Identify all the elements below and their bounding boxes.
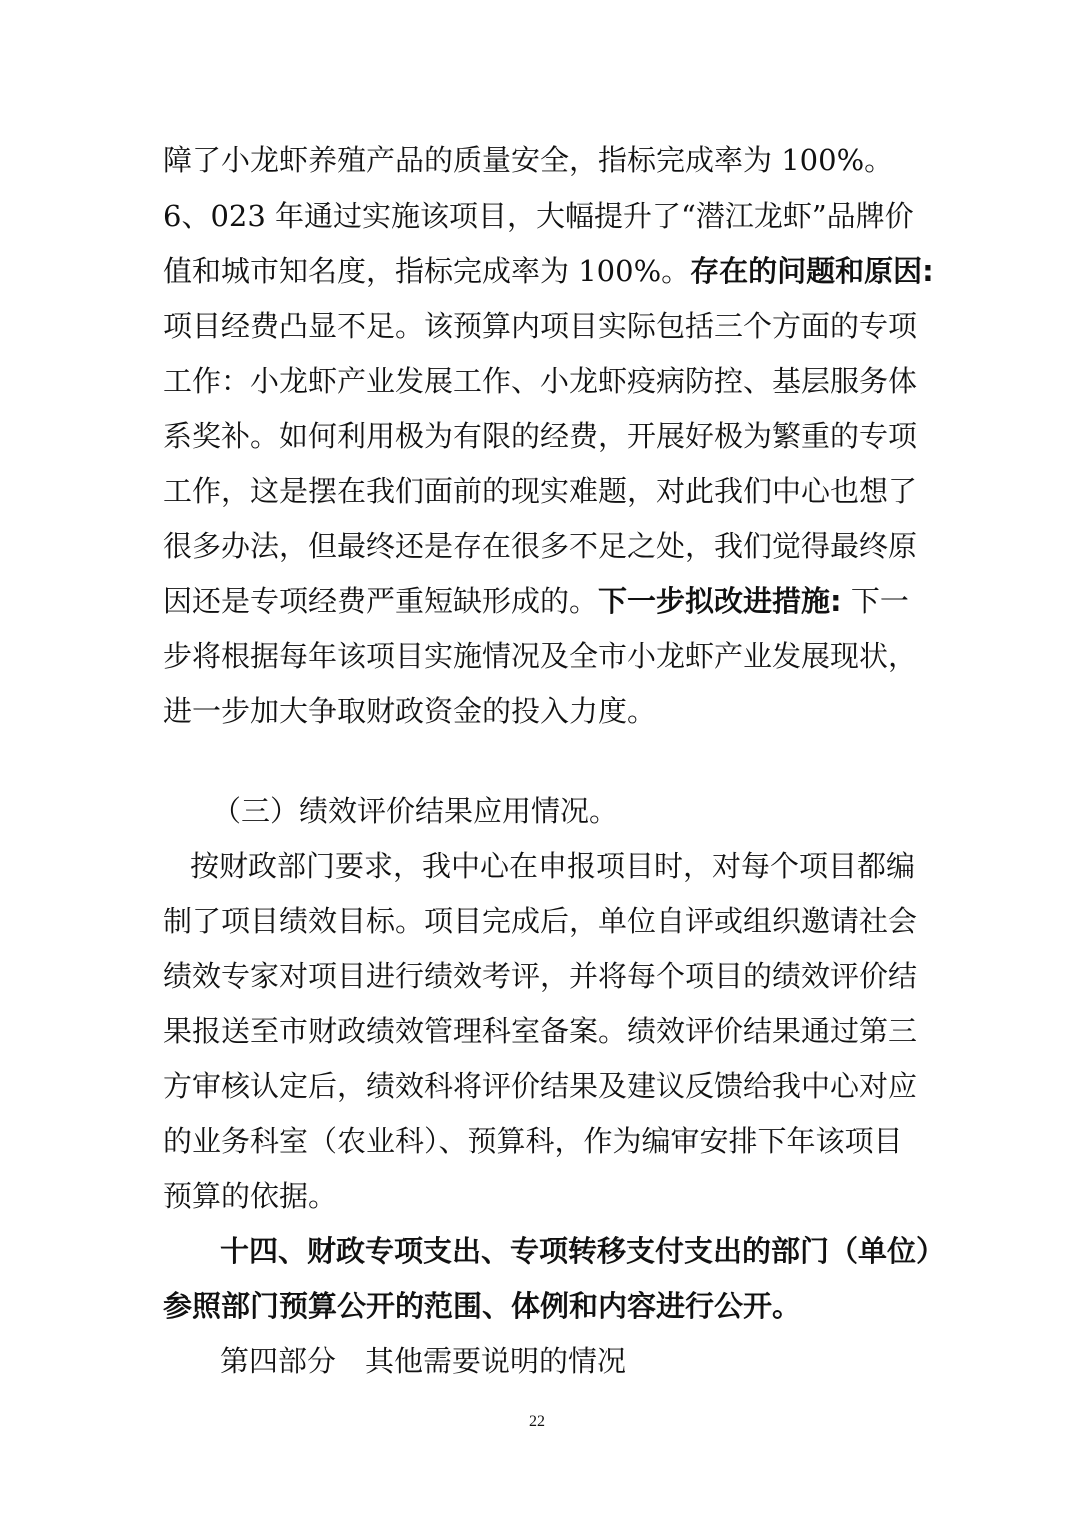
page-number: 22 — [529, 1413, 545, 1430]
paragraph-line: 的业务科室（农业科）、预算科，作为编审安排下年该项目 — [163, 1124, 903, 1158]
paragraph-line — [163, 251, 934, 291]
paragraph-line: 6、023 年通过实施该项目，大幅提升了“潜江龙虾”品牌价 — [163, 199, 914, 233]
paragraph-line: 按财政部门要求，我中心在申报项目时，对每个项目都编 — [190, 849, 916, 883]
paragraph-line: 很多办法，但最终还是存在很多不足之处，我们觉得最终原 — [163, 529, 918, 563]
section-heading: （三）绩效评价结果应用情况。 — [212, 794, 619, 828]
paragraph-line: 步将根据每年该项目实施情况及全市小龙虾产业发展现状， — [163, 639, 918, 673]
paragraph-line: 方审核认定后，绩效科将评价结果及建议反馈给我中心对应 — [163, 1069, 918, 1103]
paragraph-line: 绩效专家对项目进行绩效考评，并将每个项目的绩效评价结 — [163, 959, 918, 993]
section-14-line: 十四、财政专项支出、专项转移支付支出的部门（单位） — [220, 1234, 946, 1268]
paragraph-line: 系奖补。如何利用极为有限的经费，开展好极为繁重的专项 — [163, 419, 918, 453]
paragraph-line: 果报送至市财政绩效管理科室备案。绩效评价结果通过第三 — [163, 1014, 918, 1048]
paragraph-text: 因还是专项经费严重短缺形成的。 — [163, 584, 599, 618]
paragraph-line: 工作，这是摆在我们面前的现实难题，对此我们中心也想了 — [163, 474, 918, 508]
section-14-line: 参照部门预算公开的范围、体例和内容进行公开。 — [163, 1289, 802, 1323]
paragraph-line: 预算的依据。 — [163, 1179, 338, 1213]
paragraph-text: 下一 — [841, 584, 909, 618]
part-heading: 第四部分 其他需要说明的情况 — [220, 1344, 627, 1378]
paragraph-line: 制了项目绩效目标。项目完成后，单位自评或组织邀请社会 — [163, 904, 918, 938]
paragraph-text: 值和城市知名度，指标完成率为 100%。 — [163, 254, 691, 288]
paragraph-line: 进一步加大争取财政资金的投入力度。 — [163, 694, 657, 728]
paragraph-line: 障了小龙虾养殖产品的质量安全，指标完成率为 100%。 — [163, 143, 894, 177]
paragraph-line: 工作：小龙虾产业发展工作、小龙虾疫病防控、基层服务体 — [163, 364, 918, 398]
paragraph-line: 项目经费凸显不足。该预算内项目实际包括三个方面的专项 — [163, 309, 918, 343]
improvement-heading: 下一步拟改进措施: — [598, 584, 842, 618]
problems-heading: 存在的问题和原因: — [690, 254, 934, 288]
paragraph-line — [163, 581, 909, 621]
